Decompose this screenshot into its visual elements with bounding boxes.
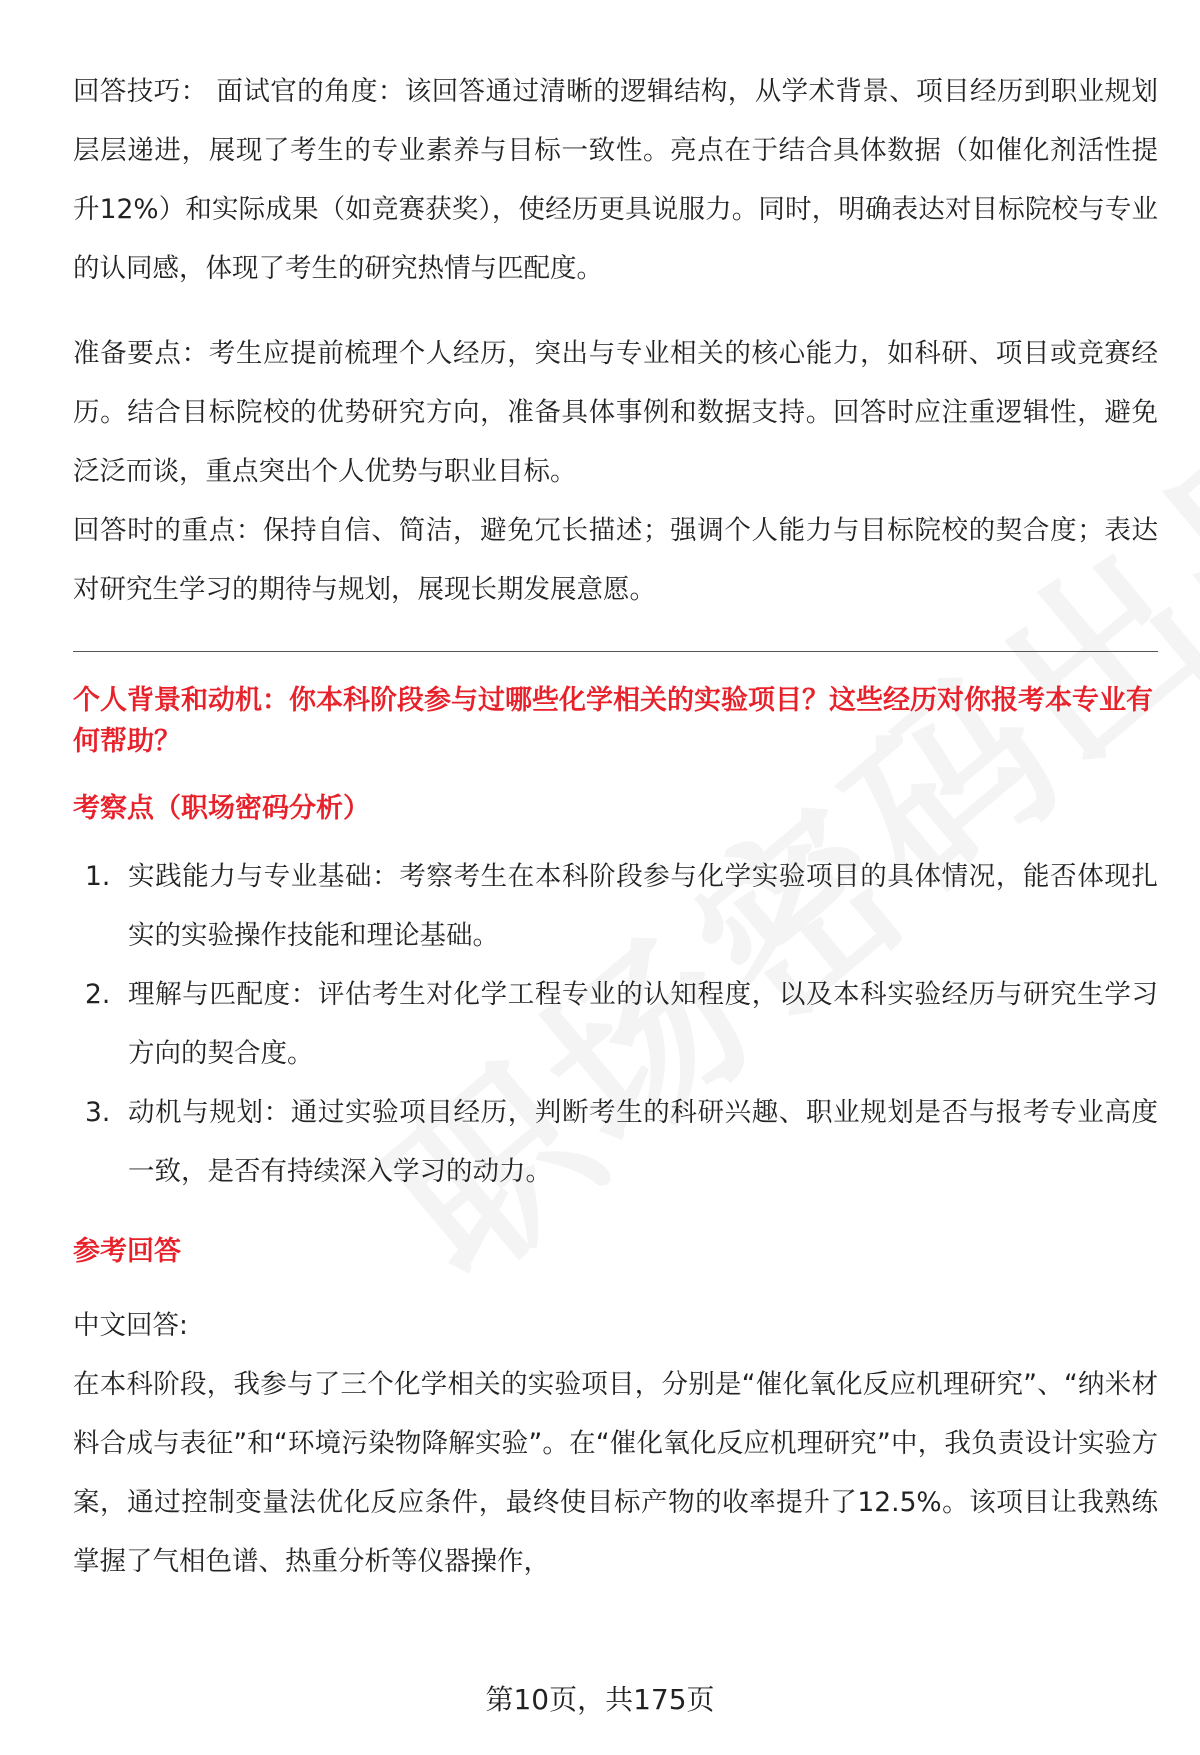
page-number: 第10页，共175页 [485,1683,715,1716]
prep-points-paragraph: 准备要点：考生应提前梳理个人经历，突出与专业相关的核心能力，如科研、项目或竞赛经历。结合目标院校的优势研究方向，准备具体事例和数据支持。回答时应注重逻辑性，避免泛泛而谈，重点突出个人优势与职业目标。 [73,338,1158,487]
list-item [73,1083,1158,1201]
list-item-text: 实践能力与专业基础：考察考生在本科阶段参与化学实验项目的具体情况，能否体现扎实的实验操作技能和理论基础。 [128,861,1158,951]
list-number: 3. [85,1097,111,1128]
list-item-text: 动机与规划：通过实验项目经历，判断考生的科研兴趣、职业规划是否与报考专业高度一致，是否有持续深入学习的动力。 [128,1097,1158,1187]
reference-answer-text: 在本科阶段，我参与了三个化学相关的实验项目，分别是“催化氧化反应机理研究”、“纳米材料合成与表征”和“环境污染物降解实验”。在“催化氧化反应机理研究”中，我负责设计实验方案，通过控制变量法优化反应条件，最终使目标产物的收率提升了12.5%。该项目让我熟练掌握了气相色谱、热重分析等仪器操作， [73,1369,1158,1577]
assessment-points-heading: 考察点（职场密码分析） [73,793,370,824]
list-item [73,965,1158,1083]
document-page [73,62,1158,1591]
answer-focus-paragraph: 回答时的重点：保持自信、简洁，避免冗长描述；强调个人能力与目标院校的契合度；表达对研究生学习的期待与规划，展现长期发展意愿。 [73,515,1158,605]
list-item [73,847,1158,965]
list-number: 1. [85,861,111,892]
question-title: 个人背景和动机：你本科阶段参与过哪些化学相关的实验项目？这些经历对你报考本专业有何帮助？ [73,685,1153,757]
list-number: 2. [85,979,111,1010]
answer-tips-paragraph: 回答技巧： 面试官的角度：该回答通过清晰的逻辑结构，从学术背景、项目经历到职业规划层层递进，展现了考生的专业素养与目标一致性。亮点在于结合具体数据（如催化剂活性提升12%）和实际成果（如竞赛获奖），使经历更具说服力。同时，明确表达对目标院校与专业的认同感，体现了考生的研究热情与匹配度。 [73,76,1158,284]
assessment-points-list [73,847,1158,1201]
list-item-text: 理解与匹配度：评估考生对化学工程专业的认知程度，以及本科实验经历与研究生学习方向的契合度。 [128,979,1158,1069]
section-divider [73,651,1158,652]
reference-answer-heading: 参考回答 [73,1236,181,1267]
answer-language-label: 中文回答: [73,1310,188,1341]
